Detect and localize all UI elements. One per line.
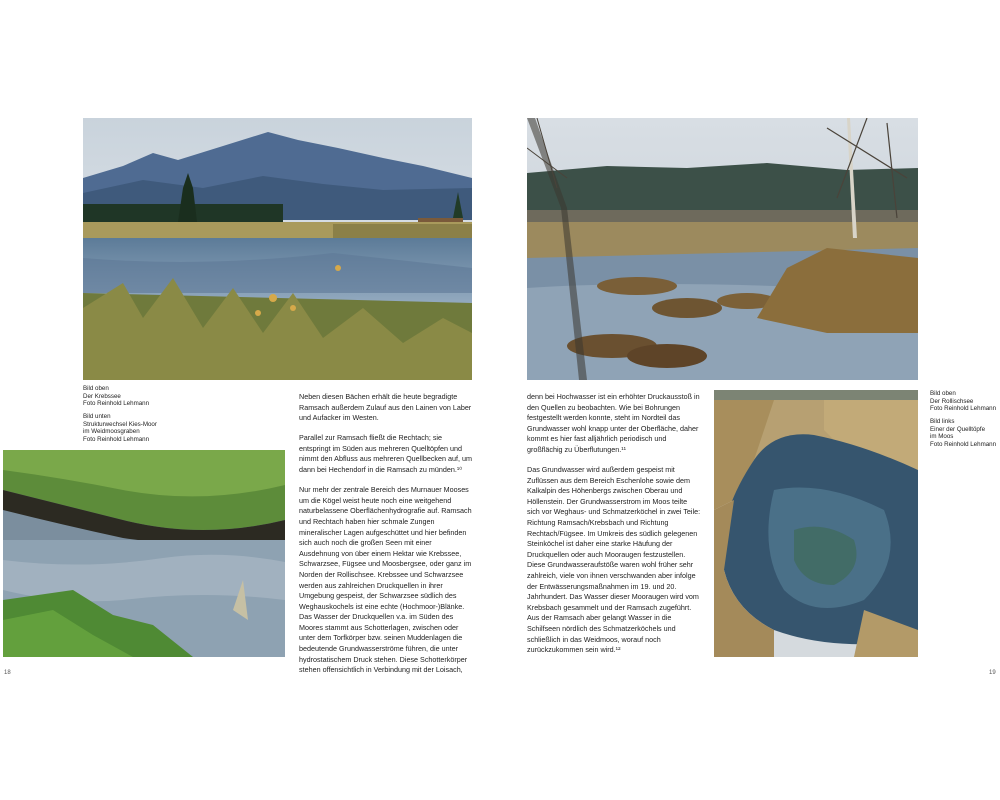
photo-quelltopf (714, 390, 918, 657)
caption-title: Der Rollischsee (930, 397, 974, 405)
paragraph: denn bei Hochwasser ist ein erhöhter Druckausstoß in den Quellen zu beobachten. Wie bei Bohrungen festgestellt werden konnte, steht im Nordteil das Grundwasser wohl knapp unter der Oberfläche, daher kommt es hier fast alljährlich periodisch und großflächig zu Überflutungen.¹¹ (527, 392, 700, 454)
caption-label: Bild unten (83, 413, 111, 420)
photo-krebssee (83, 118, 472, 380)
page-number-right: 19 (989, 670, 996, 676)
paragraph: Das Grundwasser wird außerdem gespeist mit Zuflüssen aus dem Bereich Eschenlohe sowie dem Kalkalpin des Höhenbergs zwischen Oberau und Höllenstein. Der Grundwasserstrom im Moos teilte sich vor Weghaus- und Schmatzerköchel in zwei Teile: Richtung Ramsach/Krebsbach und Richtung Rechtach/Fügsee. Im Umkreis des südlich gelegenen Steinköchel ist daher eine starke Häufung der Druckquellen oder auch Mooraugen festzustellen. Diese Grundwasseraufstöße waren wohl früher sehr zahlreich, viele von ihnen verschwanden aber infolge der Entwässerungsmaßnahmen im 19. und 20. Jahrhundert. Das Wasser dieser Mooraugen wird vom Krebsbach gesammelt und der Ramsach zugeführt. Aus der Ramsach aber gelangt Wasser in die Schilfseen nördlich des Schmatzerköchels und schließlich in das Weidmoos, worauf noch zurückzukommen sein wird.¹² (527, 465, 701, 655)
photo-weidmoosgraben (3, 450, 285, 657)
caption-quelltopf (930, 418, 996, 448)
caption-line: Einer der Quelltöpfe (930, 425, 986, 433)
caption-line: im Moos (930, 433, 954, 441)
text-column-left (299, 392, 473, 685)
caption-title: Der Krebssee (83, 392, 121, 400)
caption-rollischsee (930, 390, 996, 413)
caption-line: im Weidmoosgraben (83, 428, 140, 436)
paragraph: Nur mehr der zentrale Bereich des Murnauer Mooses um die Kögel weist heute noch eine weitgehend naturbelassene Oberflächenhydrografie auf. Ramsach und Rechtach haben hier schmale Zungen mineralischer Lagen aufgeschüttet und hier befinden sich auch noch die großen Seen mit einer Ausdehnung von über einem Hektar wie Krebssee, Schwarzsee, Fügsee und Moosbergsee, oder ganz im Norden der Rollischsee. Krebssee und Schwarzsee werden aus zahlreichen Druckquellen in ihrer Umgebung gespeist, der Schwarzsee südlich des Weghauskochels ist eine echte (Hochmoor-)Blänke. Das Wasser der Druckquellen v.a. im Süden des Moores stammt aus Schotterlagen, zwischen oder unter dem Torfkörper bzw. seinen Muddenlagen die bedeutende Grundwasserströme führen, die unter hydrostatischem Druck stehen. Diese Schotterkörper stehen offensichtlich in Verbindung mit der Loisach, (299, 485, 472, 675)
caption-line: Strukturwechsel Kies-Moor (83, 420, 157, 428)
caption-credit: Foto Reinhold Lehmann (930, 440, 997, 448)
text-column-right (527, 392, 701, 665)
caption-label: Bild links (930, 418, 955, 425)
caption-label: Bild oben (930, 390, 956, 397)
caption-label: Bild oben (83, 385, 109, 392)
caption-credit: Foto Reinhold Lehmann (83, 400, 150, 408)
caption-weidmoosgraben (83, 413, 157, 443)
page-number-left: 18 (4, 670, 11, 676)
caption-credit: Foto Reinhold Lehmann (83, 435, 150, 443)
paragraph: Parallel zur Ramsach fließt die Rechtach; sie entspringt im Süden aus mehreren Quelltöpfen und nimmt den Abfluss aus mehreren Quellbecken auf, um dann bei Hechendorf in die Ramsach zu münden.¹⁰ (299, 433, 472, 475)
paragraph: Neben diesen Bächen erhält die heute begradigte Ramsach außerdem Zulauf aus den Lainen von Laber und Aufacker im Westen. (299, 392, 472, 423)
caption-credit: Foto Reinhold Lehmann (930, 405, 997, 413)
photo-rollischsee (527, 118, 918, 380)
caption-krebssee (83, 385, 149, 408)
